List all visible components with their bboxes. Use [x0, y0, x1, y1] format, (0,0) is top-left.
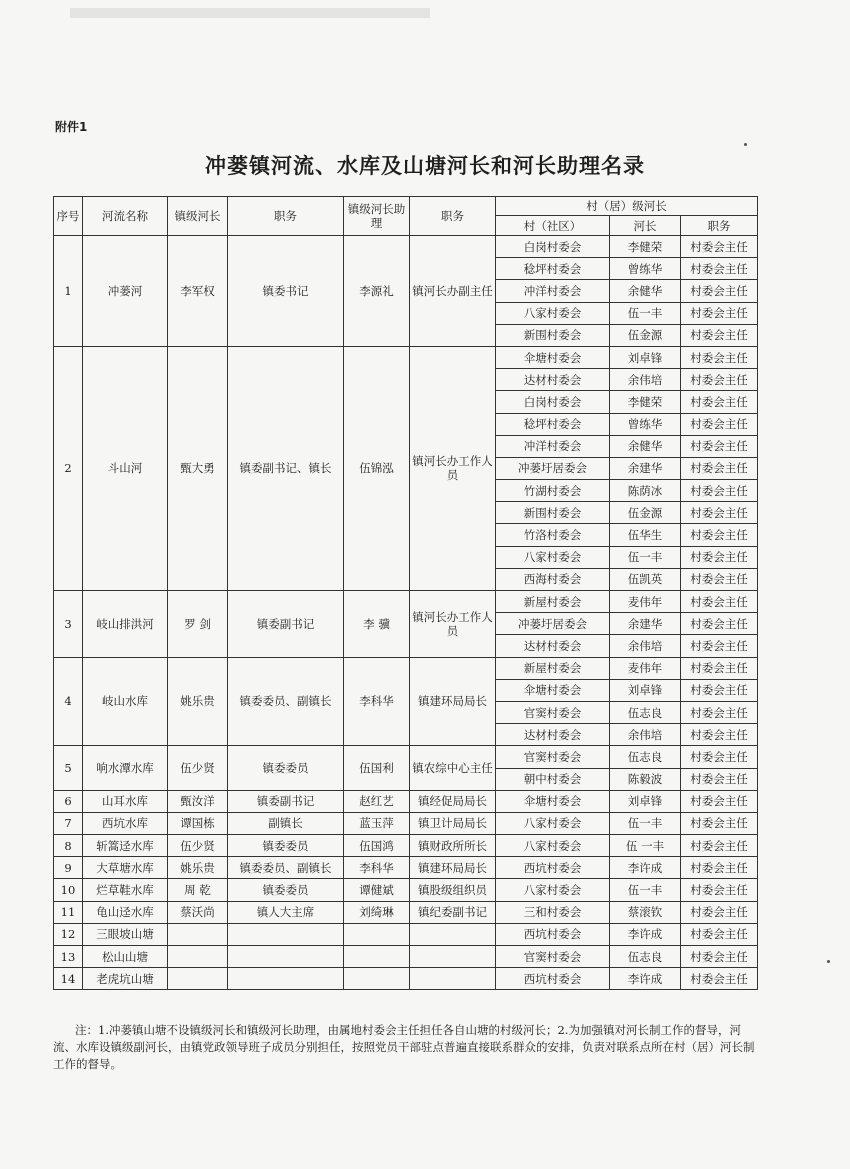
river-name-cell: 老虎坑山塘 [83, 968, 168, 990]
village-post-cell: 村委会主任 [681, 613, 758, 635]
village-post-cell: 村委会主任 [681, 901, 758, 923]
chief-post-cell: 镇委委员 [228, 746, 344, 790]
village-cell: 西坑村委会 [496, 968, 610, 990]
village-chief-cell: 伍金源 [610, 502, 681, 524]
village-chief-cell: 伍志良 [610, 701, 681, 723]
village-chief-cell: 李许成 [610, 968, 681, 990]
assistant-name-cell: 赵红艺 [344, 790, 410, 812]
village-post-cell: 村委会主任 [681, 346, 758, 368]
chief-post-cell: 镇委委员、副镇长 [228, 657, 344, 746]
table-row [54, 946, 758, 968]
chief-post-cell: 镇委委员 [228, 835, 344, 857]
table-row [54, 923, 758, 945]
village-post-cell: 村委会主任 [681, 701, 758, 723]
river-name-cell: 斩篙迳水库 [83, 835, 168, 857]
village-cell: 朝中村委会 [496, 768, 610, 790]
village-chief-cell: 余健华 [610, 280, 681, 302]
village-chief-cell: 余建华 [610, 613, 681, 635]
village-post-cell: 村委会主任 [681, 457, 758, 479]
village-cell: 冲洋村委会 [496, 280, 610, 302]
chief-post-cell: 镇委副书记 [228, 591, 344, 658]
village-cell: 达材村委会 [496, 369, 610, 391]
village-post-cell: 村委会主任 [681, 302, 758, 324]
village-chief-cell: 伍一丰 [610, 546, 681, 568]
village-cell: 官窦村委会 [496, 946, 610, 968]
river-name-cell: 西坑水库 [83, 812, 168, 834]
row-no-cell: 6 [54, 790, 83, 812]
row-no-cell: 10 [54, 879, 83, 901]
row-no-cell: 5 [54, 746, 83, 790]
town-chief-cell: 伍少贤 [168, 835, 228, 857]
river-name-cell: 山耳水库 [83, 790, 168, 812]
scan-speck [744, 143, 747, 146]
assistant-name-cell: 李科华 [344, 857, 410, 879]
village-post-cell: 村委会主任 [681, 413, 758, 435]
village-cell: 冲蒌圩居委会 [496, 457, 610, 479]
attachment-label: 附件1 [55, 120, 88, 134]
town-chief-cell: 伍少贤 [168, 746, 228, 790]
assistant-post-cell: 镇河长办工作人员 [410, 591, 496, 658]
village-post-cell: 村委会主任 [681, 746, 758, 768]
village-chief-cell: 伍志良 [610, 946, 681, 968]
chief-post-cell [228, 946, 344, 968]
village-cell: 三和村委会 [496, 901, 610, 923]
table-row [54, 236, 758, 258]
village-chief-cell: 伍志良 [610, 746, 681, 768]
village-cell: 白岗村委会 [496, 236, 610, 258]
header-village-post: 职务 [681, 216, 758, 236]
village-chief-cell: 伍金源 [610, 324, 681, 346]
village-chief-cell: 余伟培 [610, 724, 681, 746]
assistant-name-cell: 刘绮琳 [344, 901, 410, 923]
river-chief-table [53, 196, 758, 990]
header-assistant: 镇级河长助理 [344, 197, 410, 236]
assistant-name-cell: 蓝玉萍 [344, 812, 410, 834]
header-village-group: 村（居）级河长 [496, 197, 758, 216]
village-cell: 八家村委会 [496, 546, 610, 568]
row-no-cell: 14 [54, 968, 83, 990]
village-chief-cell: 伍华生 [610, 524, 681, 546]
village-chief-cell: 麦伟年 [610, 591, 681, 613]
town-chief-cell: 罗 剑 [168, 591, 228, 658]
header-no: 序号 [54, 197, 83, 236]
village-chief-cell: 陈荫冰 [610, 480, 681, 502]
village-post-cell: 村委会主任 [681, 946, 758, 968]
town-chief-cell: 姚乐贵 [168, 857, 228, 879]
chief-post-cell: 镇委副书记、镇长 [228, 346, 344, 590]
village-cell: 达材村委会 [496, 724, 610, 746]
town-chief-cell [168, 968, 228, 990]
assistant-name-cell [344, 923, 410, 945]
village-post-cell: 村委会主任 [681, 657, 758, 679]
village-cell: 竹洛村委会 [496, 524, 610, 546]
assistant-post-cell: 镇建环局局长 [410, 857, 496, 879]
row-no-cell: 12 [54, 923, 83, 945]
village-cell: 白岗村委会 [496, 391, 610, 413]
village-post-cell: 村委会主任 [681, 480, 758, 502]
village-chief-cell: 余健华 [610, 435, 681, 457]
village-chief-cell: 伍一丰 [610, 812, 681, 834]
row-no-cell: 7 [54, 812, 83, 834]
table-row [54, 857, 758, 879]
village-cell: 稔坪村委会 [496, 258, 610, 280]
village-post-cell: 村委会主任 [681, 724, 758, 746]
assistant-post-cell: 镇纪委副书记 [410, 901, 496, 923]
village-chief-cell: 李健荣 [610, 236, 681, 258]
chief-post-cell [228, 923, 344, 945]
village-post-cell: 村委会主任 [681, 324, 758, 346]
village-post-cell: 村委会主任 [681, 812, 758, 834]
river-name-cell: 三眼坡山塘 [83, 923, 168, 945]
town-chief-cell: 周 乾 [168, 879, 228, 901]
assistant-post-cell: 镇股级组织员 [410, 879, 496, 901]
header-town-chief: 镇级河长 [168, 197, 228, 236]
village-cell: 伞塘村委会 [496, 346, 610, 368]
chief-post-cell [228, 968, 344, 990]
village-cell: 竹湖村委会 [496, 480, 610, 502]
town-chief-cell [168, 923, 228, 945]
assistant-name-cell: 伍国鸿 [344, 835, 410, 857]
river-name-cell: 岐山排洪河 [83, 591, 168, 658]
village-cell: 官窦村委会 [496, 746, 610, 768]
assistant-name-cell: 李 骥 [344, 591, 410, 658]
row-no-cell: 11 [54, 901, 83, 923]
village-cell: 冲蒌圩居委会 [496, 613, 610, 635]
scan-speck [827, 960, 830, 963]
assistant-post-cell: 镇河长办副主任 [410, 236, 496, 347]
village-chief-cell: 余伟培 [610, 635, 681, 657]
river-name-cell: 烂草鞋水库 [83, 879, 168, 901]
village-chief-cell: 余伟培 [610, 369, 681, 391]
header-river-name: 河流名称 [83, 197, 168, 236]
town-chief-cell: 李军权 [168, 236, 228, 347]
village-chief-cell: 陈毅波 [610, 768, 681, 790]
assistant-name-cell: 李源礼 [344, 236, 410, 347]
village-cell: 冲洋村委会 [496, 435, 610, 457]
assistant-post-cell: 镇财政所所长 [410, 835, 496, 857]
village-post-cell: 村委会主任 [681, 679, 758, 701]
village-chief-cell: 李许成 [610, 857, 681, 879]
village-post-cell: 村委会主任 [681, 790, 758, 812]
table-row [54, 790, 758, 812]
village-chief-cell: 李健荣 [610, 391, 681, 413]
town-chief-cell [168, 946, 228, 968]
village-cell: 达材村委会 [496, 635, 610, 657]
row-no-cell: 9 [54, 857, 83, 879]
table-row [54, 657, 758, 679]
assistant-post-cell [410, 968, 496, 990]
village-post-cell: 村委会主任 [681, 369, 758, 391]
assistant-post-cell: 镇河长办工作人员 [410, 346, 496, 590]
village-post-cell: 村委会主任 [681, 591, 758, 613]
chief-post-cell: 镇人大主席 [228, 901, 344, 923]
river-name-cell: 斗山河 [83, 346, 168, 590]
village-cell: 八家村委会 [496, 812, 610, 834]
assistant-post-cell: 镇经促局局长 [410, 790, 496, 812]
village-post-cell: 村委会主任 [681, 258, 758, 280]
table-row [54, 812, 758, 834]
river-name-cell: 松山山塘 [83, 946, 168, 968]
village-chief-cell: 刘卓锋 [610, 679, 681, 701]
village-post-cell: 村委会主任 [681, 635, 758, 657]
village-chief-cell: 刘卓锋 [610, 790, 681, 812]
village-post-cell: 村委会主任 [681, 857, 758, 879]
table-body [54, 236, 758, 990]
village-chief-cell: 曾练华 [610, 258, 681, 280]
town-chief-cell: 甄大勇 [168, 346, 228, 590]
river-name-cell: 岐山水库 [83, 657, 168, 746]
assistant-name-cell: 谭健斌 [344, 879, 410, 901]
village-cell: 八家村委会 [496, 879, 610, 901]
village-cell: 官窦村委会 [496, 701, 610, 723]
table-row [54, 346, 758, 368]
row-no-cell: 13 [54, 946, 83, 968]
assistant-name-cell: 伍国利 [344, 746, 410, 790]
village-post-cell: 村委会主任 [681, 546, 758, 568]
village-post-cell: 村委会主任 [681, 524, 758, 546]
village-chief-cell: 伍一丰 [610, 879, 681, 901]
village-cell: 西海村委会 [496, 568, 610, 590]
village-chief-cell: 刘卓锋 [610, 346, 681, 368]
village-cell: 稔坪村委会 [496, 413, 610, 435]
assistant-name-cell: 伍锦泓 [344, 346, 410, 590]
village-chief-cell: 伍 一丰 [610, 835, 681, 857]
footnote: 注：1.冲蒌镇山塘不设镇级河长和镇级河长助理，由属地村委会主任担任各自山塘的村级河长；2.为加强镇对河长制工作的督导，河流、水库设镇级副河长，由镇党政领导班子成员分别担任，按照党员干部驻点普遍直接联系群众的安排，负责对联系点所在村（居）河长制工作的督导。 [53, 1023, 755, 1071]
village-cell: 新围村委会 [496, 324, 610, 346]
village-chief-cell: 伍一丰 [610, 302, 681, 324]
row-no-cell: 8 [54, 835, 83, 857]
chief-post-cell: 镇委副书记 [228, 790, 344, 812]
table-row [54, 746, 758, 768]
assistant-name-cell: 李科华 [344, 657, 410, 746]
village-cell: 西坑村委会 [496, 857, 610, 879]
village-cell: 新围村委会 [496, 502, 610, 524]
village-cell: 西坑村委会 [496, 923, 610, 945]
table-row [54, 879, 758, 901]
village-chief-cell: 伍凯英 [610, 568, 681, 590]
assistant-name-cell [344, 946, 410, 968]
table-row [54, 901, 758, 923]
river-name-cell: 冲蒌河 [83, 236, 168, 347]
river-name-cell: 大草塘水库 [83, 857, 168, 879]
village-post-cell: 村委会主任 [681, 435, 758, 457]
row-no-cell: 3 [54, 591, 83, 658]
village-chief-cell: 李许成 [610, 923, 681, 945]
header-village-chief: 河长 [610, 216, 681, 236]
row-no-cell: 4 [54, 657, 83, 746]
row-no-cell: 1 [54, 236, 83, 347]
town-chief-cell: 蔡沃尚 [168, 901, 228, 923]
town-chief-cell: 姚乐贵 [168, 657, 228, 746]
village-post-cell: 村委会主任 [681, 968, 758, 990]
river-name-cell: 响水潭水库 [83, 746, 168, 790]
table-header [54, 197, 758, 236]
table-row [54, 968, 758, 990]
assistant-name-cell [344, 968, 410, 990]
town-chief-cell: 谭国栋 [168, 812, 228, 834]
header-chief-post: 职务 [228, 197, 344, 236]
chief-post-cell: 镇委书记 [228, 236, 344, 347]
table-row [54, 835, 758, 857]
assistant-post-cell: 镇建环局局长 [410, 657, 496, 746]
village-chief-cell: 曾练华 [610, 413, 681, 435]
village-cell: 八家村委会 [496, 835, 610, 857]
village-cell: 新屋村委会 [496, 657, 610, 679]
village-post-cell: 村委会主任 [681, 280, 758, 302]
village-chief-cell: 麦伟年 [610, 657, 681, 679]
village-cell: 伞塘村委会 [496, 790, 610, 812]
river-name-cell: 龟山迳水库 [83, 901, 168, 923]
table-row [54, 591, 758, 613]
assistant-post-cell: 镇农综中心主任 [410, 746, 496, 790]
document-title: 冲蒌镇河流、水库及山塘河长和河长助理名录 [205, 153, 645, 178]
village-post-cell: 村委会主任 [681, 568, 758, 590]
village-post-cell: 村委会主任 [681, 923, 758, 945]
header-village: 村（社区） [496, 216, 610, 236]
village-post-cell: 村委会主任 [681, 835, 758, 857]
village-chief-cell: 余建华 [610, 457, 681, 479]
village-cell: 新屋村委会 [496, 591, 610, 613]
village-post-cell: 村委会主任 [681, 502, 758, 524]
chief-post-cell: 镇委委员、副镇长 [228, 857, 344, 879]
chief-post-cell: 副镇长 [228, 812, 344, 834]
scan-smudge [70, 8, 430, 18]
assistant-post-cell [410, 923, 496, 945]
village-post-cell: 村委会主任 [681, 879, 758, 901]
assistant-post-cell [410, 946, 496, 968]
header-assistant-post: 职务 [410, 197, 496, 236]
assistant-post-cell: 镇卫计局局长 [410, 812, 496, 834]
row-no-cell: 2 [54, 346, 83, 590]
village-cell: 八家村委会 [496, 302, 610, 324]
town-chief-cell: 甄汝洋 [168, 790, 228, 812]
village-post-cell: 村委会主任 [681, 236, 758, 258]
chief-post-cell: 镇委委员 [228, 879, 344, 901]
village-post-cell: 村委会主任 [681, 768, 758, 790]
village-cell: 伞塘村委会 [496, 679, 610, 701]
village-post-cell: 村委会主任 [681, 391, 758, 413]
village-chief-cell: 蔡滚钦 [610, 901, 681, 923]
